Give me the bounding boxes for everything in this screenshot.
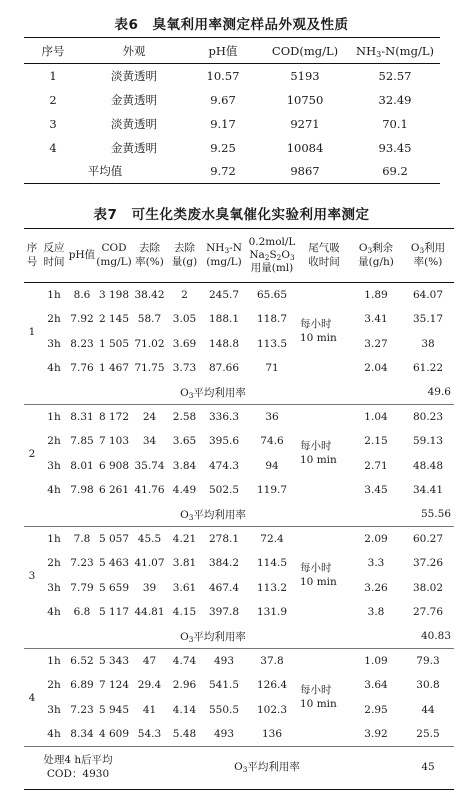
t7-h-rate-1: 去除 xyxy=(139,242,160,255)
table7 xyxy=(24,228,454,790)
t7-h-o3use-sub: 3 xyxy=(419,246,425,256)
t7-cell-rate: 38.42 xyxy=(134,289,165,301)
table6-title: 表6 臭氧利用率测定样品外观及性质 xyxy=(114,17,349,33)
t7-avg-label xyxy=(24,381,402,405)
t7-h-na-1: 0.2mol/L xyxy=(248,235,296,248)
t7-cell-na: 36 xyxy=(265,411,279,423)
t7-h-time-1: 反应 xyxy=(43,242,65,255)
t7-cell-na: 131.9 xyxy=(256,606,288,619)
t7-cell-cod: 5 343 xyxy=(98,655,130,667)
t7-cell-nh3: 467.4 xyxy=(208,581,240,594)
t7-h-na-2d: 2 xyxy=(276,252,282,262)
t7-cell-rate: 58.7 xyxy=(137,313,162,326)
t7-avg-label-pre: O xyxy=(234,761,243,774)
t7-cell-nh3: 384.2 xyxy=(208,557,240,570)
table-row xyxy=(24,600,454,625)
t7-cell-na: 118.7 xyxy=(256,313,288,326)
table-row-average xyxy=(24,160,440,184)
t7-cell-o3use: 61.22 xyxy=(412,362,444,375)
table-row xyxy=(24,454,454,479)
t6-header-appearance: 外观 xyxy=(82,38,186,64)
t7-cell-amount: 3.84 xyxy=(172,459,197,472)
t7-cell-time: 2h xyxy=(47,557,61,570)
table-row-average xyxy=(24,503,454,527)
t7-cell-time: 2h xyxy=(47,435,61,448)
table-row xyxy=(24,429,454,454)
t7-h-o3use-post: 利用 xyxy=(424,242,446,255)
t7-cell-cod: 1 467 xyxy=(98,362,130,375)
t7-h-o3rem-2: 量(g/h) xyxy=(358,255,394,268)
t7-tail-1: 每小时 xyxy=(300,318,332,331)
t7-tail-2: 10 min xyxy=(300,331,337,344)
t7-cell-ph: 7.85 xyxy=(70,435,94,448)
t7-h-na-2c: S xyxy=(269,248,277,261)
t7-cell-amount: 2 xyxy=(181,289,188,301)
t7-cell-rate: 41 xyxy=(142,703,157,716)
t6-avg-ph: 9.72 xyxy=(186,160,260,184)
t7-cell-rate: 41.07 xyxy=(134,557,165,570)
t7-avg-value: 49.6 xyxy=(402,381,454,405)
t7-cell-time: 1h xyxy=(47,655,61,667)
t7-avg-label xyxy=(24,503,402,527)
t7-cell-nh3: 493 xyxy=(213,655,235,667)
t7-avg-label-pre: O xyxy=(180,386,189,399)
t7-cell-rate: 39 xyxy=(142,581,157,594)
t6-header-no: 序号 xyxy=(24,38,82,64)
t7-cell-ph: 6.8 xyxy=(73,606,91,619)
t7-cell-time: 4h xyxy=(47,728,61,740)
t6-cell-appearance: 金黄透明 xyxy=(111,140,157,155)
t7-cell-o3use: 79.3 xyxy=(416,655,440,667)
table-row xyxy=(24,673,454,698)
t7-cell-ph: 7.23 xyxy=(70,557,94,570)
t7-cell-nh3: 550.5 xyxy=(208,703,240,716)
t7-header-amount xyxy=(167,229,202,283)
t7-h-cod-1: COD xyxy=(101,242,127,255)
table-row xyxy=(24,698,454,723)
t7-cell-time: 2h xyxy=(47,313,61,326)
t7-tail-1: 每小时 xyxy=(300,562,332,575)
t6-cell-cod: 10750 xyxy=(286,92,324,107)
table-row-average xyxy=(24,381,454,405)
t7-cell-na: 126.4 xyxy=(256,679,288,692)
t7-cell-o3rem: 3.27 xyxy=(364,337,388,350)
t7-h-cod-2: (mg/L) xyxy=(96,255,132,268)
t7-avg-value: 40.83 xyxy=(402,625,454,649)
t6-cell-ph: 9.67 xyxy=(210,92,236,107)
t7-cell-time: 3h xyxy=(47,337,61,350)
t7-avg-label-post: 平均利用率 xyxy=(247,761,300,774)
t7-cell-time: 3h xyxy=(47,581,61,594)
t7-cell-o3use: 59.13 xyxy=(412,435,444,448)
t7-cell-cod: 6 908 xyxy=(98,459,130,472)
t6-cell-appearance: 淡黄透明 xyxy=(111,68,157,83)
t7-cell-nh3: 148.8 xyxy=(208,337,240,350)
t7-cell-cod: 7 124 xyxy=(98,679,130,692)
table-row xyxy=(24,527,454,552)
t7-cell-na: 136 xyxy=(261,728,283,740)
t7-cell-o3use: 44 xyxy=(421,703,435,716)
t7-cell-time: 1h xyxy=(47,411,61,423)
t7-avg-label-post: 平均利用率 xyxy=(193,508,246,521)
t7-cell-time: 3h xyxy=(47,459,61,472)
t7-avg-label xyxy=(132,747,402,790)
t7-cell-amount: 4.14 xyxy=(172,703,197,716)
t7-h-time-2: 时间 xyxy=(43,255,65,268)
t7-cell-nh3: 278.1 xyxy=(208,533,240,545)
t7-cell-o3rem: 3.64 xyxy=(364,679,388,692)
t6-cell-nh3: 93.45 xyxy=(378,140,412,155)
t7-cell-cod: 2 145 xyxy=(98,313,130,326)
t7-cell-nh3: 395.6 xyxy=(208,435,240,448)
t7-cell-rate: 71.75 xyxy=(134,362,165,375)
t7-cell-cod: 8 172 xyxy=(98,411,130,423)
t7-cell-cod: 5 463 xyxy=(98,557,130,570)
t7-avg-value: 45 xyxy=(402,747,454,790)
t7-cell-ph: 8.01 xyxy=(70,459,94,472)
t7-h-nh3-post: -N xyxy=(229,242,242,255)
t7-cell-o3rem: 2.04 xyxy=(364,362,388,375)
t7-h-no-1: 序 xyxy=(26,242,38,255)
t6-cell-nh3: 52.57 xyxy=(378,68,412,83)
t7-h-o3use-pre: O xyxy=(410,242,420,255)
t7-avg-label-sub: 3 xyxy=(188,512,194,522)
t7-cell-ph: 7.79 xyxy=(70,581,94,594)
t7-cell-rate: 34 xyxy=(142,435,157,448)
t7-group-no: 2 xyxy=(28,447,36,460)
table-row xyxy=(24,576,454,601)
t7-cell-na: 74.6 xyxy=(260,435,284,448)
t7-cell-rate: 24 xyxy=(142,411,157,423)
t7-cell-time: 4h xyxy=(47,484,61,497)
t7-cell-amount: 3.73 xyxy=(172,362,197,375)
t7-tail-2: 10 min xyxy=(300,453,337,466)
t7-cell-amount: 3.61 xyxy=(172,581,197,594)
t7-cell-amount: 3.05 xyxy=(172,313,197,326)
t7-cell-ph: 7.8 xyxy=(73,533,91,545)
t7-cell-cod: 5 945 xyxy=(98,703,130,716)
t6-cell-cod: 5193 xyxy=(290,68,320,83)
t7-cell-nh3: 336.3 xyxy=(208,411,240,423)
t7-group-no: 1 xyxy=(28,325,36,338)
t7-h-o3use-2: 率(%) xyxy=(413,255,443,268)
t7-cell-time: 1h xyxy=(47,533,61,545)
t7-cell-na: 72.4 xyxy=(260,533,284,545)
t7-cell-nh3: 87.66 xyxy=(208,362,240,375)
t7-cell-o3rem: 3.45 xyxy=(364,484,388,497)
t6-cell-no: 4 xyxy=(49,140,57,155)
t7-cell-o3rem: 2.09 xyxy=(364,533,388,545)
t7-cell-ph: 7.23 xyxy=(70,703,94,716)
t7-avg-label-sub: 3 xyxy=(242,765,248,774)
t7-cell-nh3: 188.1 xyxy=(208,313,240,326)
t7-header-nh3 xyxy=(202,229,246,283)
t7-cell-cod: 6 261 xyxy=(98,484,130,497)
t7-header-o3-remaining xyxy=(350,229,402,283)
t7-cell-ph: 6.52 xyxy=(70,655,94,667)
table-row xyxy=(24,551,454,576)
t7-cell-na: 71 xyxy=(265,362,279,375)
t7-h-o3rem-post: 剩余 xyxy=(372,242,394,255)
t7-cell-o3rem: 2.71 xyxy=(364,459,388,472)
t7-tail-time xyxy=(298,649,350,747)
t7-h-amount-2: 量(g) xyxy=(171,255,198,268)
t6-cell-no: 1 xyxy=(49,68,57,83)
t7-cell-cod: 5 117 xyxy=(98,606,130,619)
t6-cell-ph: 9.25 xyxy=(210,140,236,155)
t7-cell-rate: 41.76 xyxy=(134,484,165,497)
t7-cell-time: 1h xyxy=(47,289,61,301)
t7-cell-o3use: 48.48 xyxy=(412,459,444,472)
t7-cell-ph: 8.31 xyxy=(70,411,94,423)
t7-avg-label-sub: 3 xyxy=(188,634,194,644)
t7-avg-value: 55.56 xyxy=(402,503,454,527)
t7-cell-amount: 4.21 xyxy=(172,533,197,545)
t7-cell-amount: 2.96 xyxy=(172,679,197,692)
t7-cell-o3use: 80.23 xyxy=(412,411,444,423)
t7-h-rate-2: 率(%) xyxy=(135,255,164,268)
t7-header-tail xyxy=(298,229,350,283)
table-row xyxy=(24,649,454,674)
table-row xyxy=(24,112,440,136)
t7-cell-o3rem: 3.41 xyxy=(364,313,388,326)
t7-cell-amount: 2.58 xyxy=(172,411,197,423)
t7-cell-na: 37.8 xyxy=(260,655,284,667)
t7-tail-time xyxy=(298,405,350,503)
t7-avg-label-pre: O xyxy=(180,508,189,521)
t7-h-amount-1: 去除 xyxy=(174,242,195,255)
t7-cell-rate: 44.81 xyxy=(134,606,165,619)
t7-cell-nh3: 502.5 xyxy=(208,484,240,497)
t7-h-na-2a: Na xyxy=(249,248,265,261)
t7-cell-o3rem: 1.89 xyxy=(364,289,388,301)
table-row xyxy=(24,405,454,430)
t7-cell-cod: 4 609 xyxy=(98,728,130,740)
t7-cell-o3rem: 1.04 xyxy=(364,411,388,423)
t7-cell-o3rem: 2.15 xyxy=(364,435,388,448)
t7-avg-label-post: 平均利用率 xyxy=(193,386,246,399)
t7-cell-amount: 4.15 xyxy=(172,606,197,619)
t7-cell-nh3: 493 xyxy=(213,728,235,740)
t6-header-cod: COD(mg/L) xyxy=(260,38,350,64)
t7-header-rate xyxy=(132,229,167,283)
t7-cell-time: 2h xyxy=(47,679,61,692)
t6-cell-ph: 10.57 xyxy=(206,68,240,83)
t6-header-nh3 xyxy=(350,38,440,64)
table6-header-row xyxy=(24,38,440,64)
t7-header-ph: pH值 xyxy=(68,229,96,283)
t7-cell-time: 4h xyxy=(47,362,61,375)
t7-cell-amount: 3.69 xyxy=(172,337,197,350)
t7-cell-o3use: 60.27 xyxy=(412,533,444,545)
table-row xyxy=(24,307,454,332)
t6-cell-nh3: 70.1 xyxy=(382,116,408,131)
t7-cell-rate: 29.4 xyxy=(137,679,162,692)
t7-avg-label-post: 平均利用率 xyxy=(193,630,246,643)
t7-cell-ph: 8.6 xyxy=(73,289,91,301)
t7-cell-amount: 3.65 xyxy=(172,435,197,448)
t7-cell-ph: 6.89 xyxy=(70,679,94,692)
t6-cell-cod: 10084 xyxy=(286,140,324,155)
t7-cell-amount: 4.49 xyxy=(172,484,197,497)
t7-cell-ph: 7.76 xyxy=(70,362,94,375)
t7-cell-o3rem: 3.26 xyxy=(364,581,388,594)
t6-header-ph: pH值 xyxy=(186,38,260,64)
t7-cell-o3rem: 1.09 xyxy=(364,655,388,667)
table-row xyxy=(24,478,454,503)
t7-header-time xyxy=(40,229,68,283)
t6-avg-label: 平均值 xyxy=(24,160,186,184)
t7-avg-label-pre: O xyxy=(180,630,189,643)
t7-cell-amount: 5.48 xyxy=(172,728,197,740)
table-row xyxy=(24,332,454,357)
t7-h-nh3-unit: (mg/L) xyxy=(206,255,242,268)
t7-cell-time: 4h xyxy=(47,606,61,619)
t7-cell-rate: 47 xyxy=(142,655,157,667)
t7-cell-o3rem: 3.92 xyxy=(364,728,388,740)
t7-h-tail-2: 收时间 xyxy=(308,255,340,268)
t7-cell-rate: 45.5 xyxy=(137,533,162,545)
t7-h-na-2b: 2 xyxy=(264,252,270,262)
t6-cell-nh3: 32.49 xyxy=(378,92,412,107)
t6-cell-ph: 9.17 xyxy=(210,116,236,131)
t7-cell-nh3: 474.3 xyxy=(208,459,240,472)
t7-tail-2: 10 min xyxy=(300,575,337,588)
t7-cell-o3use: 35.17 xyxy=(412,313,444,326)
t6-cell-appearance: 淡黄透明 xyxy=(111,116,157,131)
table6 xyxy=(24,37,440,184)
t6-cell-cod: 9271 xyxy=(290,116,320,131)
table-row xyxy=(24,136,440,160)
t7-final-note-2: COD：4930 xyxy=(46,768,110,780)
t7-final-note xyxy=(24,747,132,790)
t6-nh3-pre: NH xyxy=(356,43,377,58)
t7-cell-na: 113.5 xyxy=(256,337,288,350)
t7-cell-na: 114.5 xyxy=(256,557,288,570)
table-row-average xyxy=(24,625,454,649)
t7-cell-cod: 3 198 xyxy=(98,289,130,301)
t7-h-na-2e: O xyxy=(281,248,290,261)
t6-avg-cod: 9867 xyxy=(260,160,350,184)
table-row xyxy=(24,283,454,308)
t7-cell-o3rem: 2.95 xyxy=(364,703,388,716)
t6-nh3-post: -N(mg/L) xyxy=(381,43,434,58)
t7-cell-rate: 54.3 xyxy=(137,728,162,740)
table7-header-row xyxy=(24,229,454,283)
table-row-average xyxy=(24,747,454,790)
t7-cell-o3use: 64.07 xyxy=(412,289,444,301)
t7-cell-o3use: 37.26 xyxy=(412,557,444,570)
t7-cell-o3use: 38 xyxy=(421,337,435,350)
t7-cell-na: 102.3 xyxy=(256,703,288,716)
t7-cell-cod: 7 103 xyxy=(98,435,130,448)
t7-header-cod xyxy=(96,229,132,283)
t7-cell-na: 119.7 xyxy=(256,484,288,497)
t7-cell-ph: 7.98 xyxy=(70,484,94,497)
t7-cell-cod: 5 057 xyxy=(98,533,130,545)
t7-cell-na: 65.65 xyxy=(256,289,288,301)
t6-cell-no: 2 xyxy=(49,92,57,107)
t7-cell-time: 3h xyxy=(47,703,61,716)
t6-nh3-sub: 3 xyxy=(376,49,382,59)
t7-cell-ph: 8.34 xyxy=(70,728,94,740)
t7-group-no: 4 xyxy=(28,691,36,704)
table-row xyxy=(24,88,440,112)
t7-cell-cod: 5 659 xyxy=(98,581,130,594)
t7-cell-cod: 1 505 xyxy=(98,337,130,350)
t7-cell-o3use: 38.02 xyxy=(412,581,444,594)
t7-cell-nh3: 397.8 xyxy=(208,606,240,619)
table-row xyxy=(24,722,454,747)
t7-h-o3rem-sub: 3 xyxy=(367,246,373,256)
t7-header-no xyxy=(24,229,40,283)
t7-tail-2: 10 min xyxy=(300,697,337,710)
t7-cell-rate: 35.74 xyxy=(134,459,165,472)
t7-cell-o3use: 25.5 xyxy=(416,728,440,740)
t7-h-tail-1: 尾气吸 xyxy=(308,242,340,255)
t7-cell-o3use: 27.76 xyxy=(412,606,444,619)
t7-cell-ph: 8.23 xyxy=(70,337,94,350)
t7-h-na-3: 用量(ml) xyxy=(250,262,294,275)
table-row xyxy=(24,64,440,88)
t7-cell-na: 113.2 xyxy=(256,581,288,594)
t7-cell-amount: 3.81 xyxy=(172,557,197,570)
t7-cell-o3rem: 3.8 xyxy=(367,606,385,619)
t7-cell-amount: 4.74 xyxy=(172,655,197,667)
t6-avg-nh3: 69.2 xyxy=(350,160,440,184)
t7-cell-nh3: 541.5 xyxy=(208,679,240,692)
table-row xyxy=(24,356,454,381)
t7-tail-time xyxy=(298,527,350,625)
t7-header-na2s2o3 xyxy=(246,229,298,283)
t7-tail-time xyxy=(298,283,350,381)
t7-cell-o3use: 30.8 xyxy=(416,679,440,692)
t7-h-na-2f: 3 xyxy=(289,252,295,262)
t7-avg-label xyxy=(24,625,402,649)
t6-cell-appearance: 金黄透明 xyxy=(111,92,157,107)
t7-tail-1: 每小时 xyxy=(300,440,332,453)
t7-h-o3rem-pre: O xyxy=(358,242,368,255)
t7-h-nh3-pre: NH xyxy=(206,242,225,255)
t7-header-o3-utilization xyxy=(402,229,454,283)
t6-cell-no: 3 xyxy=(49,116,57,131)
t7-cell-na: 94 xyxy=(265,459,279,472)
table7-title: 表7 可生化类废水臭氧催化实验利用率测定 xyxy=(93,207,370,223)
t7-cell-nh3: 245.7 xyxy=(208,289,240,301)
t7-cell-rate: 71.02 xyxy=(134,337,165,350)
t7-h-no-2: 号 xyxy=(26,255,38,268)
t7-h-nh3-sub: 3 xyxy=(224,246,230,256)
t7-cell-o3use: 34.41 xyxy=(412,484,444,497)
t7-cell-o3rem: 3.3 xyxy=(367,557,385,570)
t7-tail-1: 每小时 xyxy=(300,683,332,696)
t7-group-no: 3 xyxy=(28,569,36,582)
t7-cell-ph: 7.92 xyxy=(70,313,94,326)
t7-avg-label-sub: 3 xyxy=(188,390,194,400)
t7-final-note-1: 处理4 h后平均 xyxy=(43,754,113,767)
